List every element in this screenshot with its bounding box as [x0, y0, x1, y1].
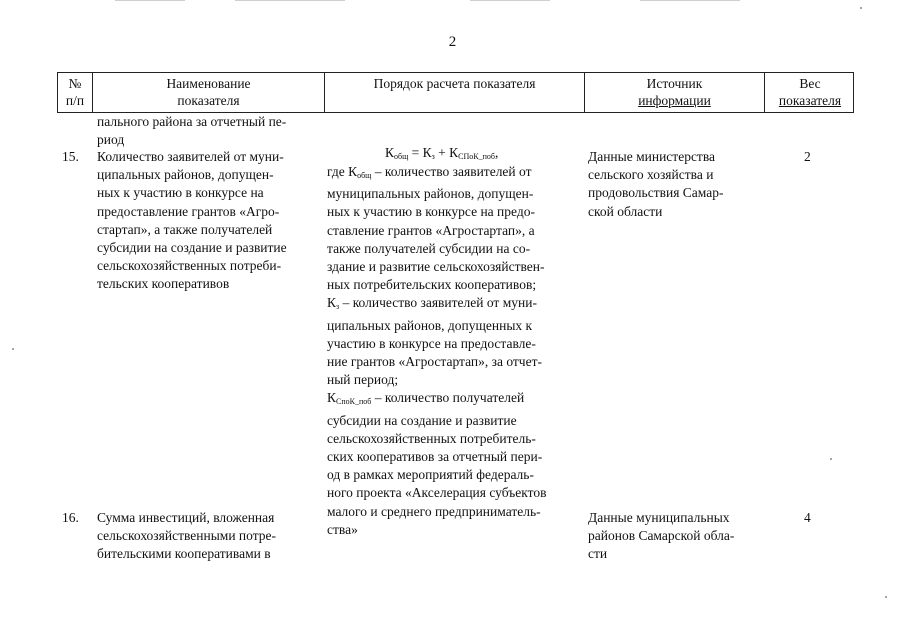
row15-formula: $К_{общ} = К_з + К_{СПоК\_поб}$,	[385, 145, 499, 161]
calc-line: ного проекта «Акселерация субъектов	[327, 485, 547, 501]
calc-line: ных к участию в конкурсе на предо-	[327, 204, 535, 220]
row15-weight: 2	[804, 149, 811, 164]
page-number: 2	[448, 34, 457, 50]
calc-line: $К_{СпоК\_поб}$ – количество получателей	[327, 390, 525, 407]
calc-line: малого и среднего предприниматель-	[327, 503, 541, 519]
calc-line: муниципальных районов, допущен-	[327, 186, 534, 202]
row16-weight: 4	[804, 510, 811, 525]
scan-rule	[235, 0, 345, 1]
calc-line: где $К_{общ}$ – количество заявителей от	[327, 164, 532, 180]
calc-line: сельскохозяйственных потребитель-	[327, 430, 536, 446]
calc-line: ставление грантов «Агростартап», а	[327, 222, 535, 238]
scan-rule	[470, 0, 550, 1]
row15-calculation-text	[327, 163, 575, 539]
calc-line: ных потребительских кооперативов;	[327, 277, 537, 293]
header-weight: Вес показателя	[778, 76, 842, 108]
scan-speck	[830, 458, 832, 460]
calc-line: ства»	[327, 521, 358, 537]
table-header	[57, 72, 854, 113]
calc-line: также получателей субсидии на со-	[327, 240, 531, 256]
calc-line: ципальных районов, допущенных к	[327, 317, 533, 333]
calc-line: участию в конкурсе на предоставле-	[327, 335, 536, 351]
header-source: Источник информации	[585, 73, 765, 112]
row16-number: 16.	[62, 510, 79, 525]
continuation-text: пального района за отчетный пе- риод	[97, 114, 287, 148]
calc-line: субсидии на создание и развитие	[327, 412, 517, 428]
scan-speck	[860, 7, 862, 9]
row16-indicator-name: Сумма инвестиций, вложенная сельскохозяйственными потре- бительскими кооперативами в	[97, 510, 277, 562]
calc-line: од в рамках мероприятий федераль-	[327, 467, 534, 483]
row16-source: Данные муниципальных районов Самарской обла- сти	[588, 510, 735, 562]
calc-line: здание и развитие сельскохозяйствен-	[327, 259, 545, 275]
scan-rule	[115, 0, 185, 1]
scan-rule	[640, 0, 740, 1]
calc-line: ских кооперативов за отчетный пери-	[327, 449, 543, 465]
scan-speck	[12, 348, 14, 350]
header-name: Наименование показателя	[93, 73, 325, 112]
scan-speck	[885, 596, 887, 598]
calc-line: $К_з$ – количество заявителей от муни-	[327, 295, 537, 312]
header-num: № п/п	[58, 73, 93, 112]
row15-number: 15.	[62, 149, 79, 164]
row15-source: Данные министерства сельского хозяйства и продовольствия Самар- ской области	[588, 149, 724, 219]
calc-line: ние грантов «Агростартап», за отчет-	[327, 354, 542, 370]
row15-indicator-name: Количество заявителей от муни- ципальных районов, допущен- ных к участию в конкурсе на предоставление грантов «Агро- стартап», а также получателей субсидии на создание и развитие сельскохозяйственных потреби- тельских кооперативов	[97, 149, 287, 292]
calc-line: ный период;	[327, 372, 399, 388]
header-calc: Порядок расчета показателя	[325, 73, 585, 112]
